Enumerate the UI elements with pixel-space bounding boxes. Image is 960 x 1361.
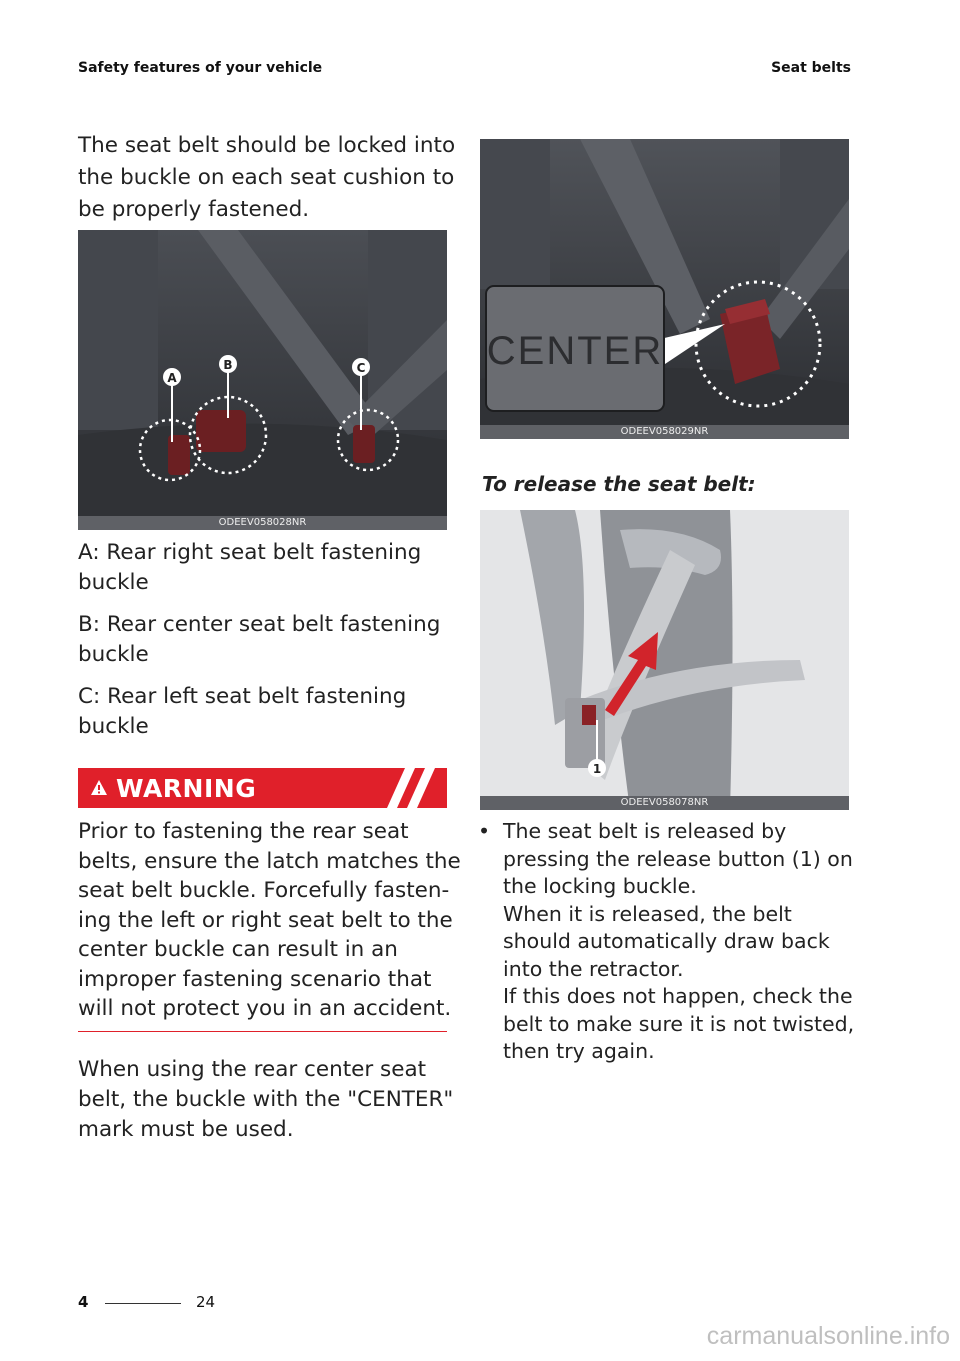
figure-release-button	[480, 510, 849, 810]
center-note	[78, 1055, 453, 1145]
warning-divider	[78, 1031, 447, 1032]
warning-line: will not protect you in an accident.	[78, 996, 452, 1021]
center-note-line: When using the rear center seat	[78, 1057, 427, 1082]
bullet-line: If this does not happen, check the	[503, 984, 853, 1008]
buckle-legend	[78, 538, 440, 742]
legend-text: A: Rear right seat belt fastening	[78, 540, 422, 565]
figure-center-buckle	[480, 139, 849, 439]
figure-code: ODEEV058028NR	[78, 516, 447, 530]
warning-stripes	[377, 768, 447, 808]
legend-item-a	[78, 538, 440, 598]
warning-banner	[78, 768, 447, 808]
rear-buckles-illustration	[78, 230, 447, 530]
footer-section-number: 4	[78, 1293, 89, 1311]
center-note-line: belt, the buckle with the "CENTER"	[78, 1087, 454, 1112]
warning-line: ing the left or right seat belt to the	[78, 907, 453, 933]
center-buckle-illustration	[480, 139, 849, 439]
warning-line: seat belt buckle. Forcefully fasten-	[78, 878, 450, 903]
legend-item-c	[78, 682, 440, 742]
warning-triangle-icon	[90, 779, 108, 796]
warning-text	[78, 817, 461, 1024]
legend-text: C: Rear left seat belt fastening	[78, 684, 407, 709]
bullet-line: then try again.	[503, 1039, 655, 1063]
bullet-line: the locking buckle.	[503, 874, 697, 898]
footer-divider	[105, 1303, 181, 1304]
legend-text: buckle	[78, 570, 149, 595]
bullet-line: into the retractor.	[503, 956, 684, 981]
watermark: carmanualsonline.info	[706, 1322, 950, 1350]
legend-text: B: Rear center seat belt fastening	[78, 612, 441, 637]
release-instructions	[503, 818, 854, 1066]
intro-line: be properly fastened.	[78, 197, 310, 222]
figure-rear-buckles	[78, 230, 447, 530]
intro-line: the buckle on each seat cushion to	[78, 165, 455, 190]
bullet-line: pressing the release button (1) on	[503, 846, 853, 871]
label-c: C	[356, 361, 366, 375]
bullet-line: belt to make sure it is not twisted,	[503, 1011, 855, 1036]
center-note-line: mark must be used.	[78, 1117, 294, 1142]
warning-title: WARNING	[116, 774, 257, 803]
bullet-line: When it is released, the belt	[503, 901, 792, 926]
intro-line: The seat belt should be locked into	[78, 133, 456, 158]
figure-code: ODEEV058029NR	[480, 425, 849, 439]
intro-paragraph	[78, 130, 455, 226]
warning-line: center buckle can result in an	[78, 937, 398, 962]
figure-code: ODEEV058078NR	[480, 796, 849, 810]
bullet-marker: •	[478, 819, 491, 843]
legend-text: buckle	[78, 642, 149, 667]
header-chapter-title: Seat belts	[771, 60, 851, 76]
warning-line: Prior to fastening the rear seat	[78, 819, 409, 844]
release-button-illustration	[480, 510, 849, 810]
header-section-title: Safety features of your vehicle	[78, 60, 323, 76]
release-heading: To release the seat belt:	[482, 472, 756, 496]
legend-text: buckle	[78, 714, 149, 739]
bullet-line: should automatically draw back	[503, 929, 830, 953]
warning-line: belts, ensure the latch matches the	[78, 848, 461, 874]
label-b: B	[223, 358, 233, 372]
label-a: A	[167, 371, 177, 385]
legend-item-b	[78, 610, 440, 670]
bullet-line: The seat belt is released by	[503, 819, 787, 843]
footer-page-number: 24	[196, 1293, 216, 1311]
center-mark: CENTER	[486, 329, 664, 373]
warning-line: improper fastening scenario that	[78, 966, 432, 992]
callout-number: 1	[592, 762, 602, 776]
